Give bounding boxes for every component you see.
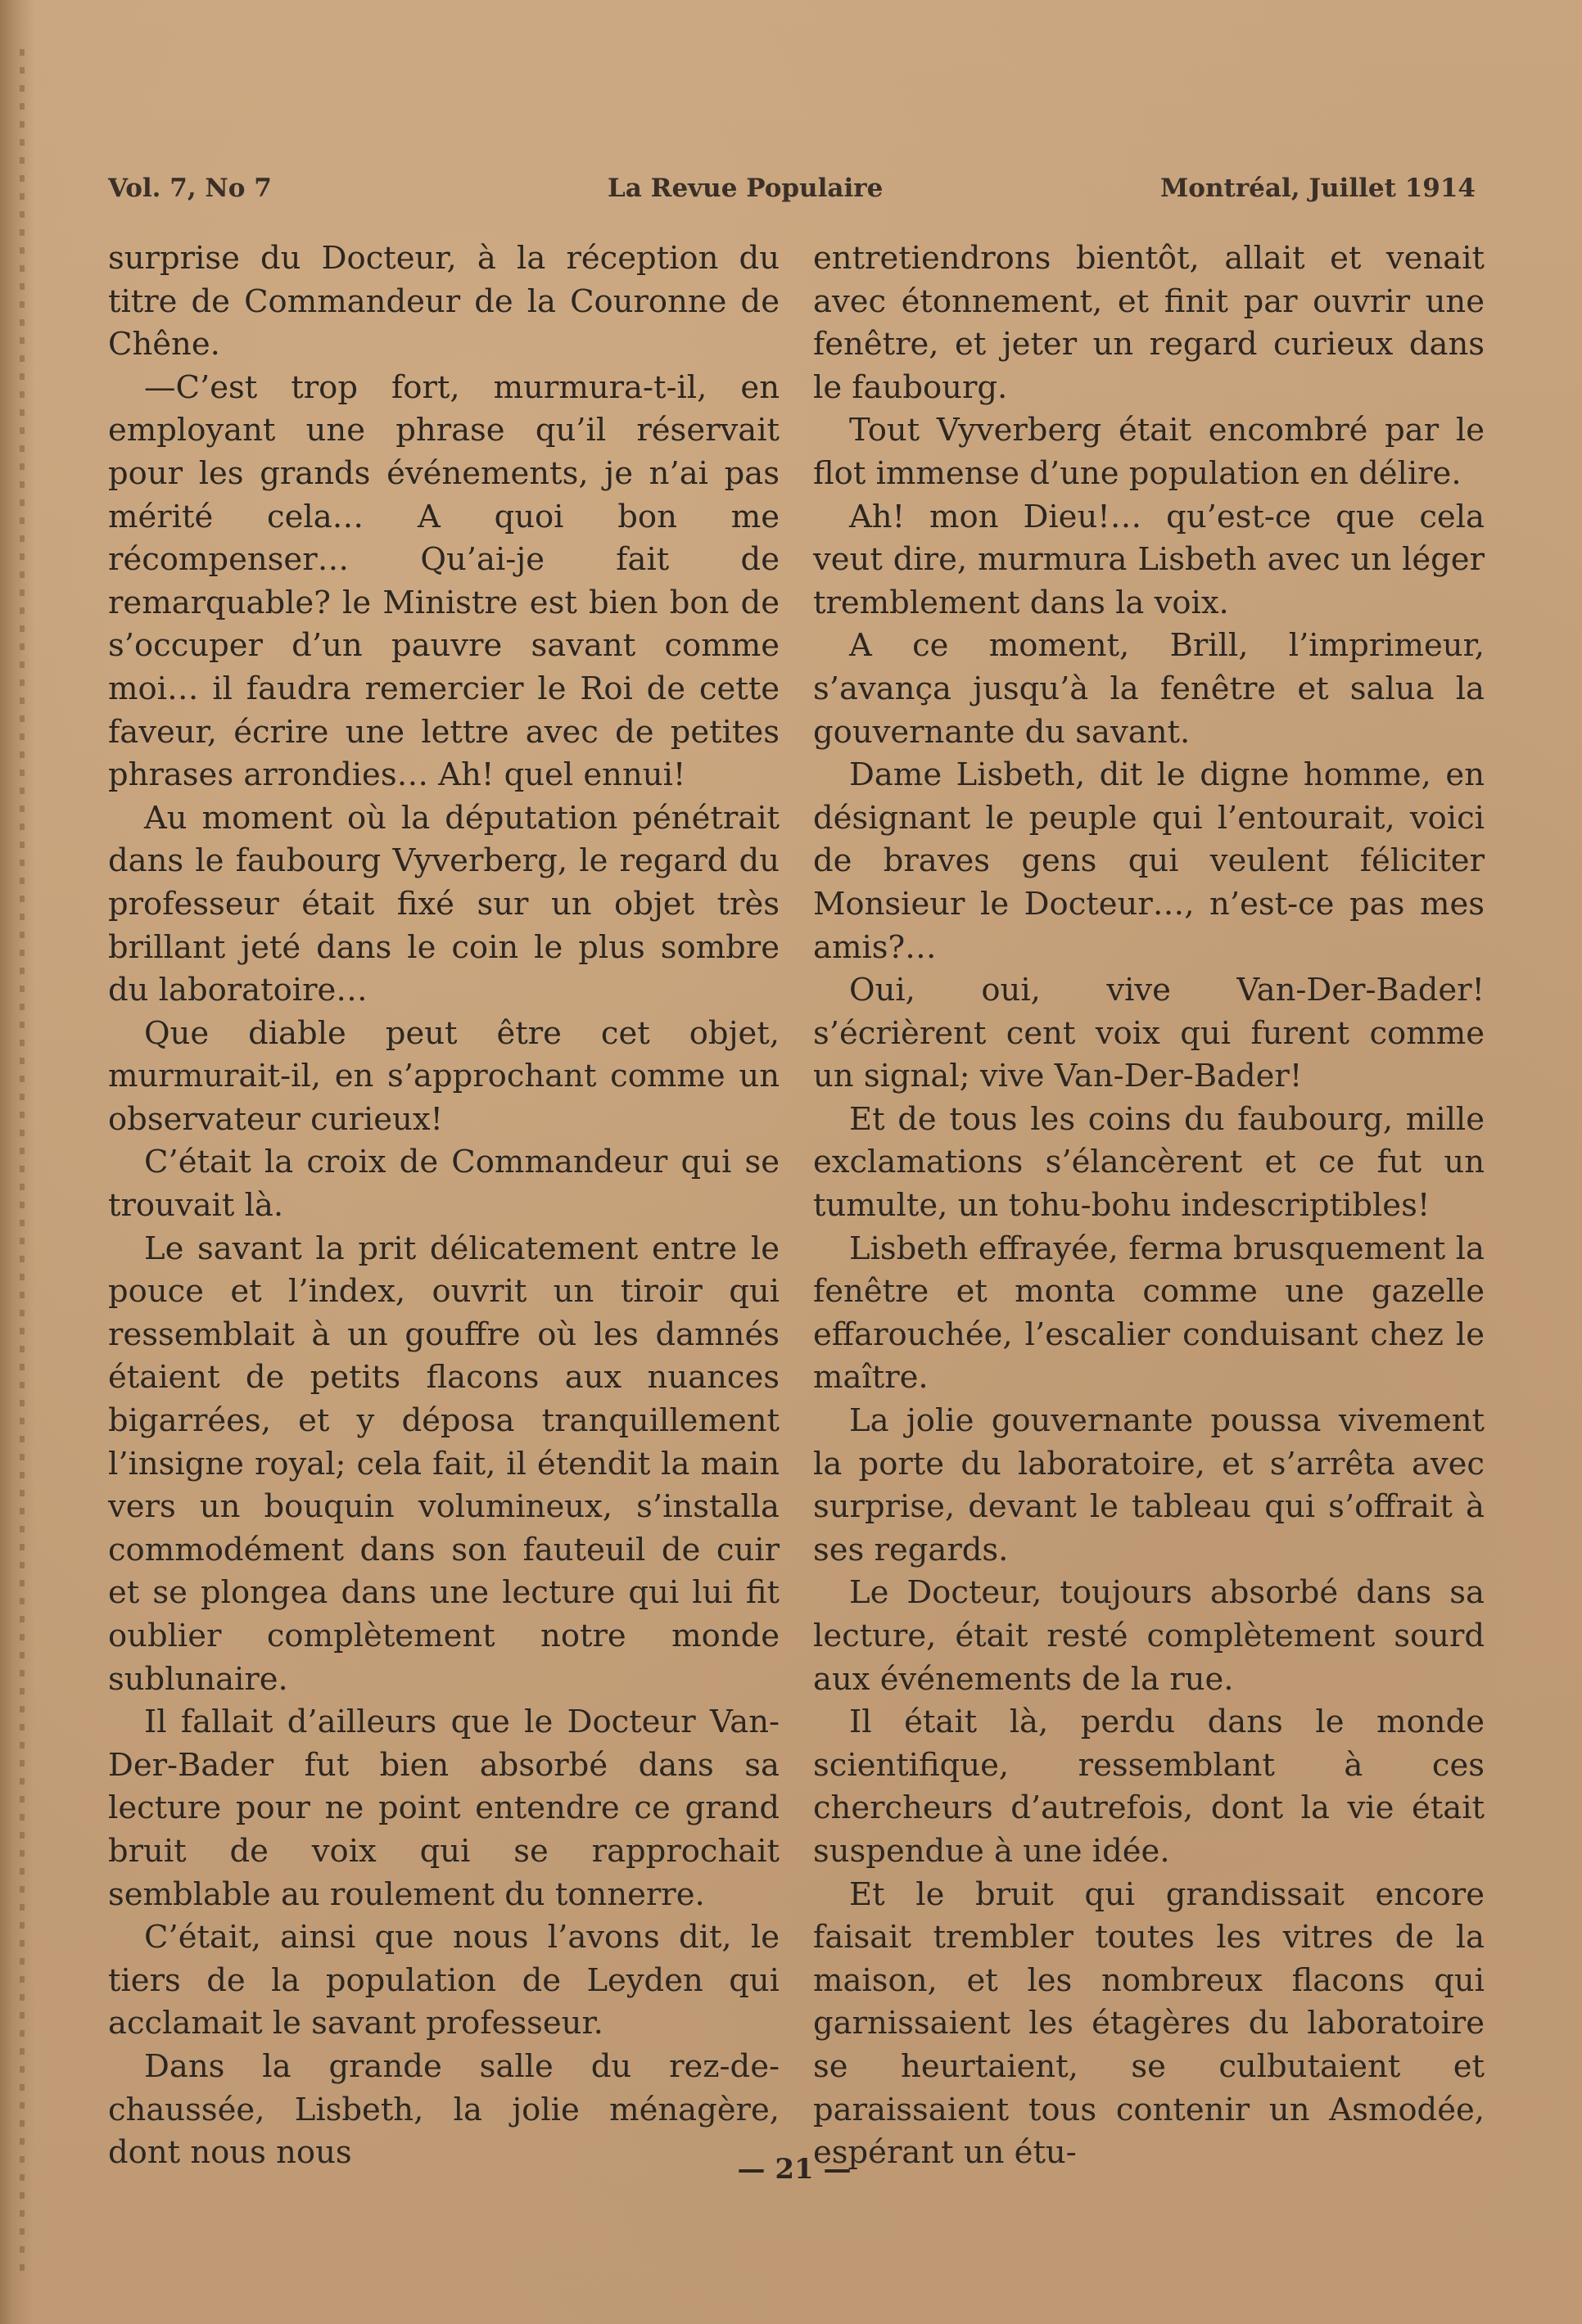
paragraph: Ah! mon Dieu!… qu’est-ce que cela veut dire, murmura Lisbeth avec un léger tremblement dans la voix.: [813, 498, 1485, 621]
paragraph: Dame Lisbeth, dit le digne homme, en désignant le peuple qui l’entourait, voici de braves gens qui veulent féliciter Monsieur le Docteur…, n’est-ce pas mes amis?…: [813, 756, 1485, 966]
paragraph: Dans la grande salle du rez-de-chaussée, Lisbeth, la jolie ménagère, dont nous nous: [108, 2047, 780, 2172]
right-column: [813, 237, 1485, 2175]
paragraph: —C’est trop fort, murmura-t-il, en employant une phrase qu’il réservait pour les grands événements, je n’ai pas mérité cela… A quoi bon me récompenser… Qu’ai-je fait de remarquable? le Ministre est bien bon de s’occuper d’un pauvre savant comme moi… il faudra remercier le Roi de cette faveur, écrire une lettre avec de petites phrases arrondies… Ah! quel ennui!: [108, 368, 780, 794]
paragraph: Il était là, perdu dans le monde scientifique, ressemblant à ces chercheurs d’autrefois, dont la vie était suspendue à une idée.: [813, 1704, 1485, 1870]
paragraph: Le Docteur, toujours absorbé dans sa lecture, était resté complètement sourd aux événements de la rue.: [813, 1574, 1485, 1698]
paragraph: Au moment où la députation pénétrait dans le faubourg Vyverberg, le regard du professeur était fixé sur un objet très brillant jeté dans le coin le plus sombre du laboratoire…: [108, 799, 780, 1009]
paragraph: A ce moment, Brill, l’imprimeur, s’avança jusqu’à la fenêtre et salua la gouvernante du savant.: [813, 627, 1485, 751]
paragraph: La jolie gouvernante poussa vivement la porte du laboratoire, et s’arrêta avec surprise, devant le tableau qui s’offrait à ses regards.: [813, 1402, 1485, 1568]
page-number: — 21 —: [737, 2153, 852, 2186]
paragraph: Le savant la prit délicatement entre le pouce et l’index, ouvrit un tiroir qui ressemblait à un gouffre où les damnés étaient de petits flacons aux nuances bigarrées, et y déposa tranquillement l’insigne royal; cela fait, il étendit la main vers un bouquin volumineux, s’installa commodément dans son fauteuil de cuir et se plongea dans une lecture qui lui fit oublier complètement notre monde sublunaire.: [108, 1230, 780, 1698]
paragraph: Et de tous les coins du faubourg, mille exclamations s’élancèrent et ce fut un tumulte, un tohu-bohu indescriptibles!: [813, 1100, 1485, 1225]
left-column: [108, 237, 780, 2175]
paragraph: C’était, ainsi que nous l’avons dit, le tiers de la population de Leyden qui acclamait le savant professeur.: [108, 1919, 780, 2042]
paragraph: Oui, oui, vive Van-Der-Bader! s’écrièrent cent voix qui furent comme un signal; vive Van-Der-Bader!: [813, 972, 1485, 1095]
paragraph: surprise du Docteur, à la réception du titre de Commandeur de la Couronne de Chêne.: [108, 240, 780, 363]
paragraph: entretiendrons bientôt, allait et venait avec étonnement, et finit par ouvrir une fenêtre, et jeter un regard curieux dans le faubourg.: [813, 240, 1485, 406]
paragraph: C’était la croix de Commandeur qui se trouvait là.: [108, 1144, 780, 1225]
volume-number: Vol. 7, No 7: [108, 174, 272, 203]
paragraph: Que diable peut être cet objet, murmurait-il, en s’approchant comme un observateur curieux!: [108, 1014, 780, 1138]
journal-title: La Revue Populaire: [608, 174, 884, 203]
paragraph: Lisbeth effrayée, ferma brusquement la fenêtre et monta comme une gazelle effarouchée, l’escalier conduisant chez le maître.: [813, 1230, 1485, 1397]
place-date: Montréal, Juillet 1914: [1159, 174, 1476, 203]
binding-edge: [0, 0, 34, 2324]
paragraph: Il fallait d’ailleurs que le Docteur Van-Der-Bader fut bien absorbé dans sa lecture pour ne point entendre ce grand bruit de voix qui se rapprochait semblable au roulement du tonnerre.: [108, 1704, 780, 1913]
paragraph: Tout Vyverberg était encombré par le flot immense d’une population en délire.: [813, 412, 1485, 492]
paragraph: Et le bruit qui grandissait encore faisait trembler toutes les vitres de la maison, et les nombreux flacons qui garnissaient les étagères du laboratoire se heurtaient, se culbutaient et paraissaient tous contenir un Asmodée, espérant un étu-: [813, 1875, 1485, 2172]
running-head: [108, 174, 1476, 216]
binding-stitches: [20, 49, 25, 2276]
